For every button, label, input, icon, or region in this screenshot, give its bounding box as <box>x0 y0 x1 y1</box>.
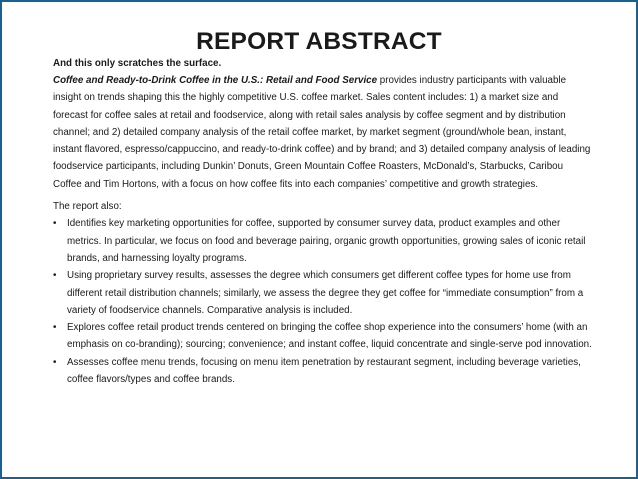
intro-text: provides industry participants with valuable insight on trends shaping this the highly competitive U.S. coffee market. Sales content includes: 1) a market size and forecast for coffee sales at retail and foodservice, along with retail sales analysis by coffee segment and by distribution channel; and 2) detailed company analysis of the retail coffee market, by market segment (ground/whole bean, instant, instant flavored, espresso/cappuccino, and ready-to-drink coffee) and by brand; and 3) detailed company analysis of leading foodservice participants, including Dunkin’ Donuts, Green Mountain Coffee Roasters, McDonald’s, Starbucks, Caribou Coffee and Tim Hortons, with a focus on how coffee fits into each companies’ competitive and growth strategies. <box>53 75 591 190</box>
bullet-item <box>53 354 593 389</box>
bullet-icon: • <box>53 356 57 368</box>
bullet-icon: • <box>53 270 57 282</box>
bullet-item <box>53 215 593 267</box>
also-label: The report also: <box>53 201 122 213</box>
bullet-text: Identifies key marketing opportunities for coffee, supported by consumer survey data, product examples and other metrics. In particular, we focus on food and beverage pairing, organic growth opportunities, growing sales of iconic retail brands, and harnessing loyalty programs. <box>67 218 586 264</box>
intro-paragraph <box>53 72 593 193</box>
bullet-text: Using proprietary survey results, assesses the degree which consumers get different coffee types for home use from different retail distribution channels; similarly, we assess the degree they get coffee for “immediate consumption” from a variety of foodservice channels. Comparative analysis is included. <box>67 270 584 316</box>
bullet-icon: • <box>53 218 57 230</box>
abstract-body <box>53 58 593 388</box>
report-title-lead: Coffee and Ready-to-Drink Coffee in the U.S.: Retail and Food Service <box>53 75 378 86</box>
subheading: And this only scratches the surface. <box>53 58 222 69</box>
bullet-item <box>53 267 593 319</box>
bullet-text: Assesses coffee menu trends, focusing on menu item penetration by restaurant segment, including beverage varieties, coffee flavors/types and coffee brands. <box>67 356 581 386</box>
bullet-text: Explores coffee retail product trends centered on bringing the coffee shop experience into the consumers’ home (with an emphasis on co-branding); sourcing; convenience; and instant coffee, liquid concentrate and single-serve pod innovation. <box>67 322 592 351</box>
bullet-item <box>53 319 593 354</box>
bullet-icon: • <box>53 322 57 334</box>
page-title: REPORT ABSTRACT <box>196 28 442 55</box>
bullet-list <box>53 215 593 388</box>
